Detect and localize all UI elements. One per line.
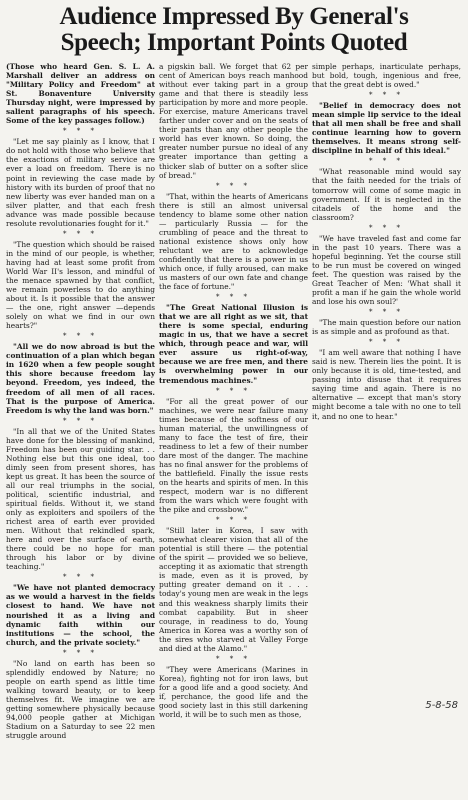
column-3	[312, 62, 461, 798]
separator-stars: * * *	[369, 157, 404, 166]
quote-paragraph: "We have traveled fast and come far in the past 10 years. There was a hopeful beginning. Yet the course still to be run must be covered on winged feet. The question was raised by the Great Teacher of Men: 'What shall it profit a man if he gain the whole world and lose his own soul?'	[312, 233, 461, 307]
quote-paragraph: "I am well aware that nothing I have said is new. Therein lies the point. It is only because it is old, time-tested, and passing into disuse that it requires saying time and again. There is no alternative — except that man's story might become a tale with no one to tell it, and no one to hear."	[312, 348, 461, 421]
quote-paragraph: a pigskin ball. We forget that 62 per cent of American boys reach manhood without ever taking part in a group game and that there is steadily less participation by more and more people. For exercise, mature Americans travel farther under cover and on the seats of their pants than any other people the world has ever known. So doing, the greater number pursue no ideal of any greater importance than getting a thicker slab of butter on a softer slice of bread."	[159, 62, 308, 180]
handwritten-date: 5-8-58	[425, 700, 458, 711]
headline-line-1: Audience Impressed By General's	[59, 3, 409, 30]
separator-stars: * * *	[369, 223, 404, 232]
quote-paragraph: "No land on earth has been so splendidly endowed by Nature; no people on earth spend as little time walking toward beauty, or to keep themselves fit. We imagine we are getting somewhere physically because 94,000 people gather at Michigan Stadium on a Saturday to see 22 men struggle around	[6, 658, 155, 741]
separator-stars: * * *	[63, 416, 98, 425]
quote-paragraph: "Belief in democracy does not mean simple lip service to the ideal that all men shall be free and shall continue learning how to govern themselves. It means strong self-discipline in behalf of this ideal."	[312, 101, 461, 156]
separator-stars: * * *	[63, 648, 98, 657]
quote-paragraph: "In all that we of the United States have done for the blessing of mankind, Freedom has been our guiding star. . . Nothing else but this one ideal, too dimly seen from present shores, has kept us great. It has been the source of all our real triumphs in the social, political, scientific industrial, and spiritual fields. Without it, we stand only as exploiters and spoilers of the richest area of earth ever provided men. Without that rekindled spark, here and over the surface of earth, there could be no hope for man through his labor or by divine teaching."	[6, 426, 155, 572]
quote-paragraph: "We have not planted democracy as we would a harvest in the fields closest to hand. We have not nourished it as a living and dynamic faith within our institutions — the school, the church, and the private society."	[6, 583, 155, 647]
separator-stars: * * *	[369, 338, 404, 347]
column-2	[159, 62, 308, 798]
quote-paragraph: "All we do now abroad is but the continuation of a plan which began in 1620 when a few people sought this shore because freedom lay beyond. Freedom, yes indeed, the freedom of all men of all races. That is the purpose of America. Freedom is why the land was born."	[6, 342, 155, 415]
quote-paragraph: "The question which should be raised in the mind of our people, is whether, having had at least some profit from World War II's lesson, and mindful of the menace spawned by that conflict, we remain powerless to do anything about it. Is it possible that the answer — the one, right answer —depends solely on what we find in our own hearts?"	[6, 239, 155, 331]
quote-paragraph: "Still later in Korea, I saw with somewhat clearer vision that all of the potential is still there — the potential of the spirit — provided we so believe, accepting it as axiomatic that strength is made, even as it is proved, by putting greater demand on it . . . today's young men are weak in the legs and this weakness sharply limits their combat capability. But in sheer courage, in readiness to do, Young America in Korea was a worthy son of the sires who starved at Valley Forge and died at the Alamo."	[159, 526, 308, 653]
column-1	[6, 62, 155, 798]
quote-paragraph: "The Great National Illusion is that we are all right as we sit, that there is some special, enduring magic in us, that we have a secret which, through peace and war, will ever assure us right-of-way, because we are free men, and there is overwhelming power in our tremendous machines."	[159, 303, 308, 385]
quote-paragraph: "What reasonable mind would say that the faith needed for the trials of tomorrow will come of some magic in government. If it is neglected in the citadels of the home and the classroom?	[312, 167, 461, 222]
separator-stars: * * *	[216, 386, 251, 395]
quote-paragraph: "For all the great power of our machines, we were near failure many times because of the softness of our human material, the unwillingness of many to face the test of fire, their readiness to let a few of their number dare most of the danger. The machine has no final answer for the problems of the battlefield. Finally the issue rests on the hearts and spirits of men. In this respect, modern war is no different from the wars which were fought with the pike and crossbow."	[159, 396, 308, 515]
separator-stars: * * *	[216, 654, 251, 663]
quote-paragraph: simple perhaps, inarticulate perhaps, but bold, tough, ingenious and free, that the great debt is owed."	[312, 62, 461, 90]
separator-stars: * * *	[216, 293, 251, 302]
headline	[6, 4, 462, 56]
separator-stars: * * *	[369, 308, 404, 317]
separator-stars: * * *	[63, 127, 98, 136]
separator-stars: * * *	[216, 516, 251, 525]
quote-paragraph: "That, within the hearts of Americans there is still an almost universal tendency to blame some other nation — particularly Russia — for the crumbling of peace and the threat to national existence shows only how reluctant we are to acknowledge confidently that there is a power in us which once, if fully aroused, can make us masters of our own fate and change the face of fortune."	[159, 191, 308, 292]
article-columns	[6, 62, 462, 798]
separator-stars: * * *	[63, 332, 98, 341]
quote-paragraph: "Let me say plainly as I know, that I do not hold with those who believe that the exactions of military service are ever a load on freedom. There is no point in reviewing the case made by history with its burden of proof that no new liberty was ever handed man on a silver platter, and that each fresh advance was made possible because resolute revolutionaries fought for it."	[6, 137, 155, 228]
headline-line-2: Speech; Important Points Quoted	[60, 29, 408, 56]
intro-paragraph: (Those who heard Gen. S. L. A. Marshall deliver an address on "Military Policy and Freedom" at St. Bonaventure University Thursday night, were impressed by salient paragraphs of his speech. Some of the key passages follow.)	[6, 62, 155, 126]
quote-paragraph: "They were Americans (Marines in Korea), fighting not for iron laws, but for a good life and a good society. And if, perchance, the good life and the good society last in this still darkening world, it will be to such men as those,	[159, 664, 308, 720]
separator-stars: * * *	[216, 181, 251, 190]
separator-stars: * * *	[63, 573, 98, 582]
separator-stars: * * *	[369, 91, 404, 100]
quote-paragraph: "The main question before our nation is as simple and as profound as that.	[312, 318, 461, 337]
separator-stars: * * *	[63, 229, 98, 238]
